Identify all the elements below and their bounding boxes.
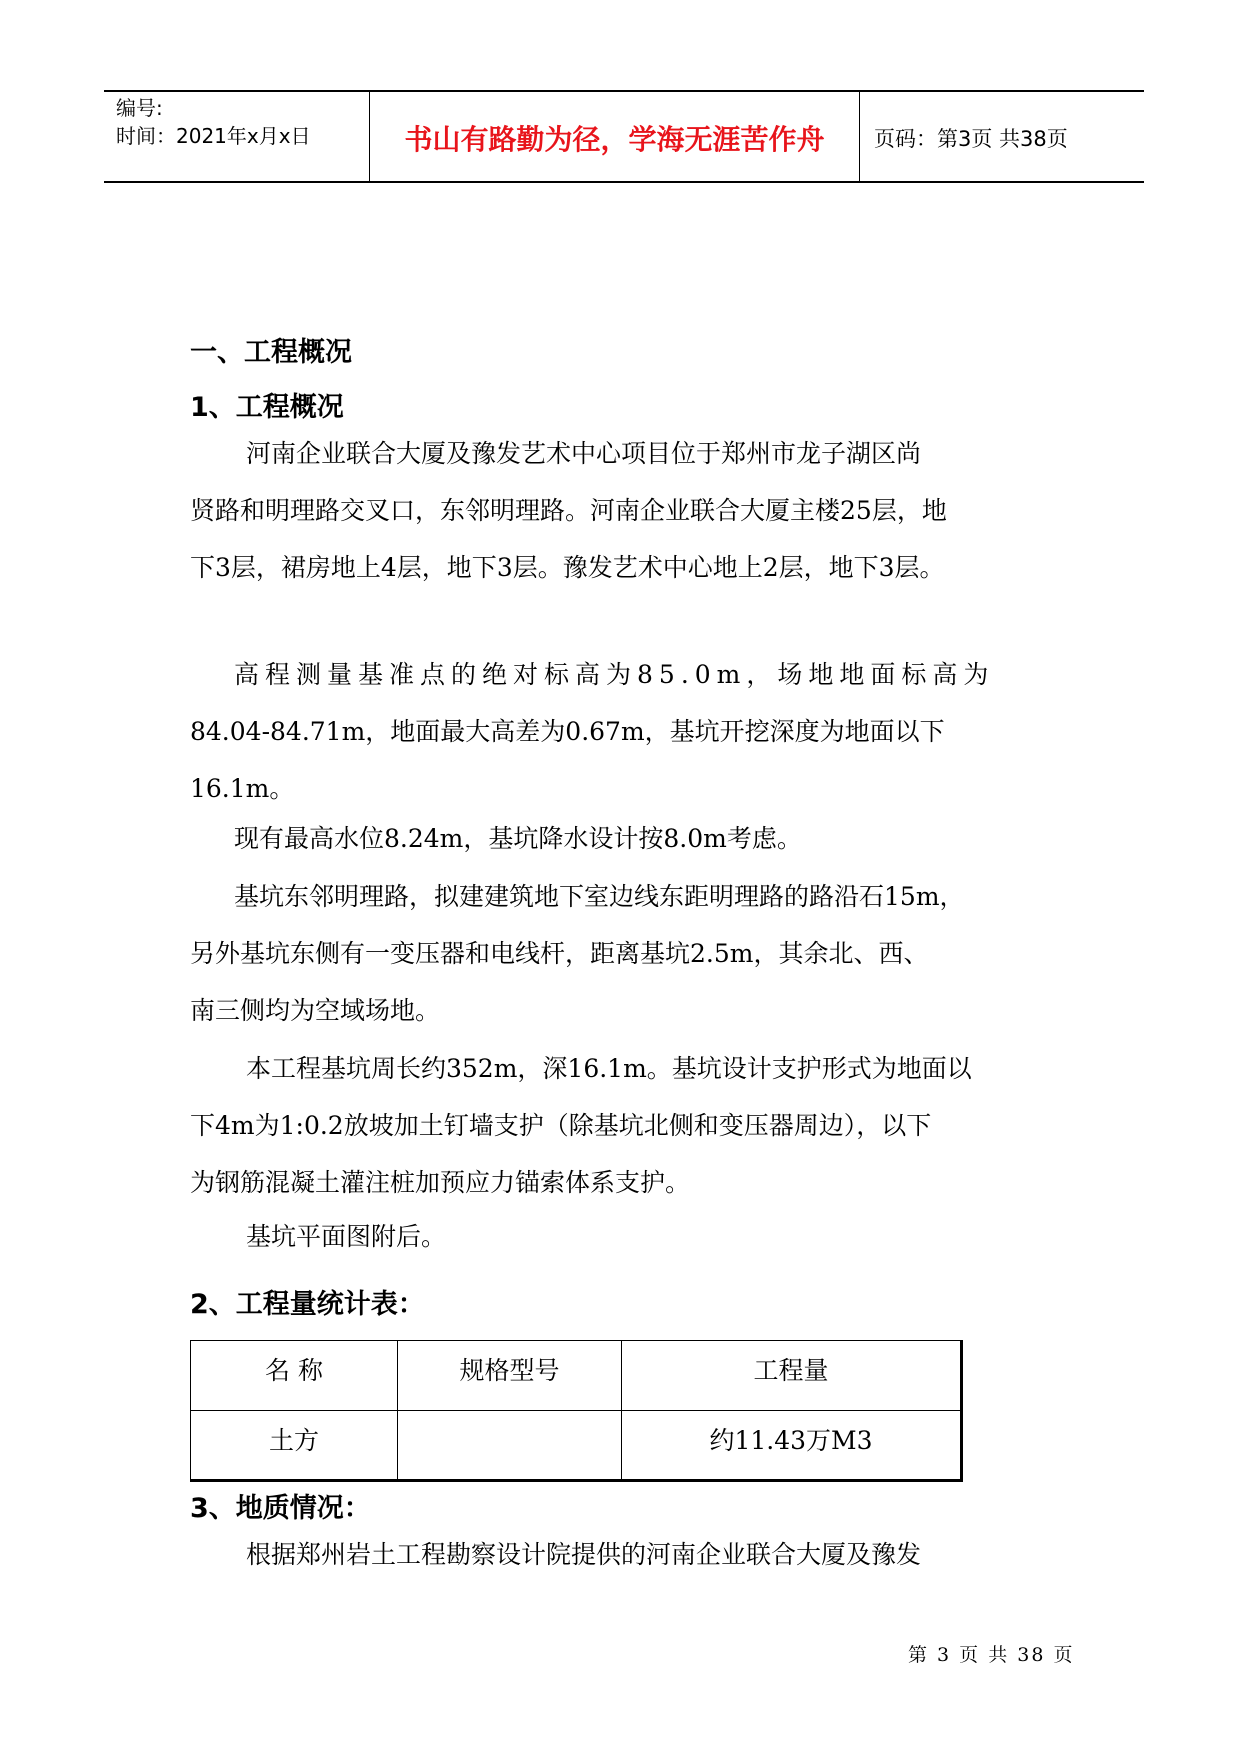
quantity-table: [190, 1340, 963, 1482]
text-line: 基坑平面图附后。: [246, 1222, 447, 1251]
paragraph-7: [190, 1526, 921, 1583]
text-line: 基坑东邻明理路，拟建建筑地下室边线东距明理路的路沿石15m，: [234, 882, 965, 911]
header-meta: [116, 94, 366, 150]
subsection-title-2: 2、工程量统计表：: [190, 1289, 425, 1320]
paragraph-6: [190, 1208, 446, 1265]
paragraph-3: [190, 810, 802, 867]
subsection-title-3: 3、地质情况：: [190, 1493, 371, 1524]
text-line: 现有最高水位8.24m，基坑降水设计按8.0m考虑。: [234, 824, 802, 853]
table-row: [191, 1411, 962, 1481]
header-divider: [859, 92, 860, 183]
text-line: 南三侧均为空域场地。: [190, 996, 441, 1025]
text-line: 另外基坑东侧有一变压器和电线杆，距离基坑2.5m，其余北、西、: [190, 939, 929, 968]
header-time: 时间：2021年x月x日: [116, 124, 311, 148]
text-line: 为钢筋混凝土灌注桩加预应力锚索体系支护。: [190, 1168, 691, 1197]
table-header-cell: 规格型号: [398, 1341, 622, 1411]
page-header: [104, 90, 1144, 183]
text-line: 河南企业联合大厦及豫发艺术中心项目位于郑州市龙子湖区尚: [246, 439, 922, 468]
paragraph-4: [190, 868, 965, 1039]
section-title-1: 一、工程概况: [190, 337, 352, 368]
page-footer: 第 3 页 共 38 页: [908, 1644, 1075, 1666]
table-cell: [398, 1411, 622, 1481]
text-line: 下3层，裙房地上4层，地下3层。豫发艺术中心地上2层，地下3层。: [190, 553, 945, 582]
table-header-cell: 工程量: [622, 1341, 962, 1411]
header-page-number: 页码：第3页 共38页: [874, 126, 1068, 151]
text-line: 84.04-84.71m，地面最大高差为0.67m，基坑开挖深度为地面以下: [190, 717, 945, 746]
paragraph-1: [190, 425, 947, 596]
table-cell: 约11.43万M3: [622, 1411, 962, 1481]
header-motto: 书山有路勤为径，学海无涯苦作舟: [404, 122, 825, 156]
table-cell: 土方: [191, 1411, 398, 1481]
header-number: 编号:: [116, 96, 163, 120]
text-line: 根据郑州岩土工程勘察设计院提供的河南企业联合大厦及豫发: [246, 1540, 922, 1569]
paragraph-5: [190, 1040, 972, 1211]
paragraph-2: [190, 646, 994, 817]
text-line: 本工程基坑周长约352m，深16.1m。基坑设计支护形式为地面以: [246, 1054, 972, 1083]
text-line: 高程测量基准点的绝对标高为85.0m，场地地面标高为: [234, 660, 995, 689]
text-line: 16.1m。: [190, 774, 295, 803]
table-header-row: [191, 1341, 962, 1411]
text-line: 下4m为1:0.2放坡加土钉墙支护（除基坑北侧和变压器周边），以下: [190, 1111, 932, 1140]
text-line: 贤路和明理路交叉口，东邻明理路。河南企业联合大厦主楼25层，地: [190, 496, 947, 525]
subsection-title-1: 1、工程概况: [190, 392, 344, 423]
table-header-cell: 名 称: [191, 1341, 398, 1411]
